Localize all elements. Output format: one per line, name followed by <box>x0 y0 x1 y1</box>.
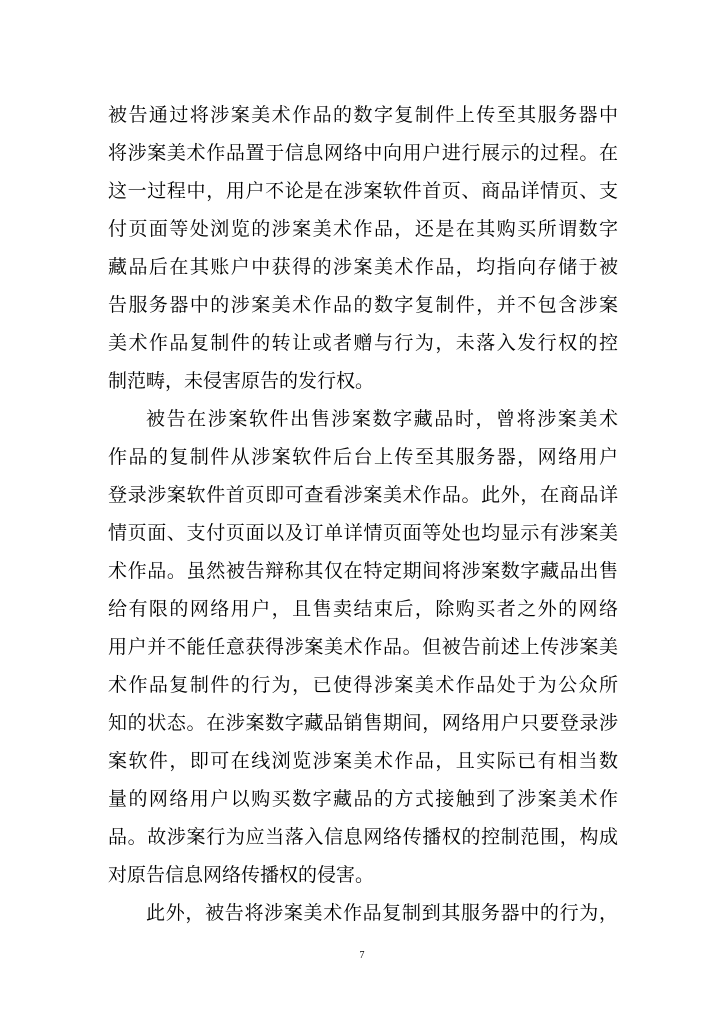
text-line: 品。故涉案行为应当落入信息网络传播权的控制范围，构成 <box>108 826 618 848</box>
paragraph-3 <box>108 894 618 932</box>
text-line: 此外，被告将涉案美术作品复制到其服务器中的行为， <box>146 902 618 924</box>
text-line: 藏品后在其账户中获得的涉案美术作品，均指向存储于被 <box>108 256 618 278</box>
text-line: 这一过程中，用户不论是在涉案软件首页、商品详情页、支 <box>108 180 618 202</box>
text-line: 被告在涉案软件出售涉案数字藏品时，曾将涉案美术 <box>146 408 618 430</box>
page-number: 7 <box>359 950 365 961</box>
text-line: 付页面等处浏览的涉案美术作品，还是在其购买所谓数字 <box>108 218 618 240</box>
text-line: 登录涉案软件首页即可查看涉案美术作品。此外，在商品详 <box>108 484 618 506</box>
text-line: 用户并不能任意获得涉案美术作品。但被告前述上传涉案美 <box>108 636 618 658</box>
text-line: 术作品。虽然被告辩称其仅在特定期间将涉案数字藏品出售 <box>108 560 618 582</box>
text-line: 对原告信息网络传播权的侵害。 <box>108 864 375 886</box>
text-line: 知的状态。在涉案数字藏品销售期间，网络用户只要登录涉 <box>108 712 618 734</box>
text-line: 给有限的网络用户，且售卖结束后，除购买者之外的网络 <box>108 598 618 620</box>
text-line: 被告通过将涉案美术作品的数字复制件上传至其服务器中 <box>108 104 618 126</box>
body-text <box>108 96 618 932</box>
text-line: 量的网络用户以购买数字藏品的方式接触到了涉案美术作 <box>108 788 618 810</box>
text-line: 制范畴，未侵害原告的发行权。 <box>108 370 375 392</box>
text-line: 术作品复制件的行为，已使得涉案美术作品处于为公众所 <box>108 674 618 696</box>
text-line: 美术作品复制件的转让或者赠与行为，未落入发行权的控 <box>108 332 618 354</box>
paragraph-1 <box>108 96 618 400</box>
text-line: 将涉案美术作品置于信息网络中向用户进行展示的过程。在 <box>108 142 618 164</box>
text-line: 作品的复制件从涉案软件后台上传至其服务器，网络用户 <box>108 446 618 468</box>
text-line: 案软件，即可在线浏览涉案美术作品，且实际已有相当数 <box>108 750 618 772</box>
text-line: 情页面、支付页面以及订单详情页面等处也均显示有涉案美 <box>108 522 618 544</box>
paragraph-2 <box>108 400 618 894</box>
text-line: 告服务器中的涉案美术作品的数字复制件，并不包含涉案 <box>108 294 618 316</box>
